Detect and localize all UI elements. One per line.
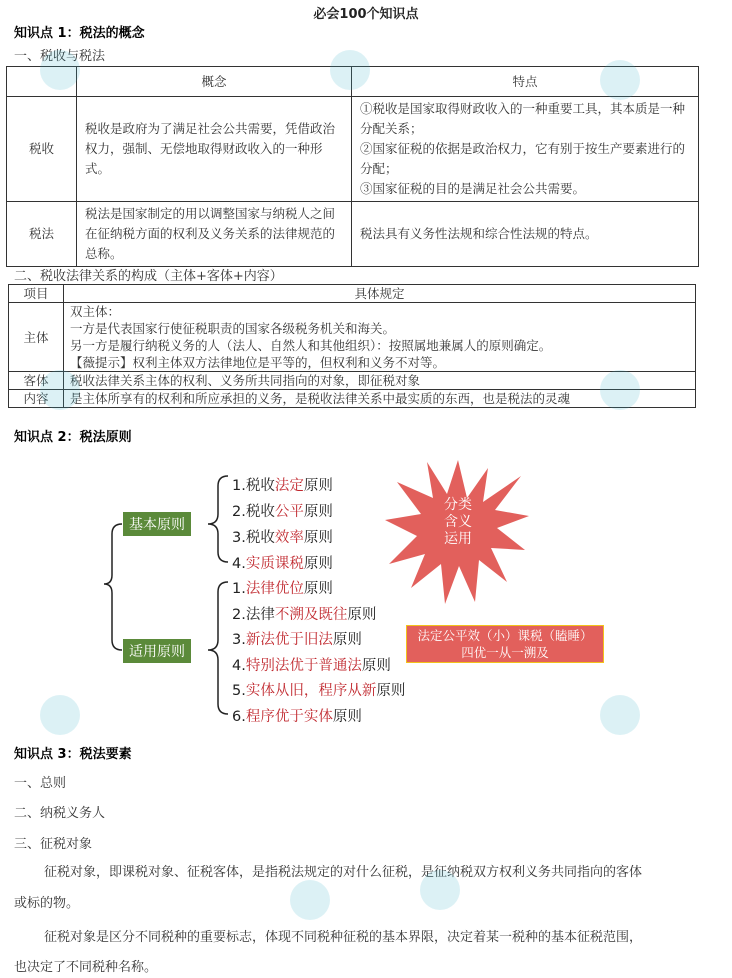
applied-item: 1.法律优位原则 [232,581,333,597]
row-label: 税法 [7,202,77,267]
detail-line: 【薇提示】权利主体双方法律地位是平等的，但权利和义务不对等。 [70,355,446,370]
details-cell: 税收法律关系主体的权利、义务所共同指向的对象，即征税对象 [64,372,696,390]
table-header-details: 具体规定 [64,285,696,303]
mnemonic-box: 法定公平效（小）课税（瞌睡） 四优一从一溯及 [406,625,604,663]
concept-cell: 税法是国家制定的用以调整国家与纳税人之间在征纳税方面的权利及义务关系的法律规范的总称。 [77,202,352,267]
node-applied-principles: 适用原则 [123,639,191,663]
kp1-heading: 知识点 1：税法的概念 [14,26,145,41]
basic-item: 3.税收效率原则 [232,530,333,546]
table-row [9,372,696,390]
features-cell [352,97,699,202]
table-header-concept: 概念 [77,67,352,97]
basic-item: 2.税收公平原则 [232,504,333,520]
applied-item: 4.特别法优于普通法原则 [232,658,391,674]
applied-item: 5.实体从旧，程序从新原则 [232,683,406,699]
document-title: 必会100个知识点 [313,7,419,22]
paragraph-line: 也决定了不同税种名称。 [14,960,158,975]
watermark-logo-icon [290,880,330,920]
feature-line: ①税收是国家取得财政收入的一种重要工具，其本质是一种分配关系； [360,101,686,136]
tax-concept-table [6,66,699,267]
table-row [9,303,696,372]
features-cell: 税法具有义务性法规和综合性法规的特点。 [352,202,699,267]
node-basic-principles: 基本原则 [123,512,191,536]
table-row [7,97,699,202]
paragraph-line: 征税对象，即课税对象、征税客体，是指税法规定的对什么征税，是征纳税双方权利义务共同指向的客体 [44,865,643,880]
row-label: 主体 [9,303,64,372]
paragraph-line: 或标的物。 [14,896,80,911]
table-row [7,202,699,267]
kp1-sub1: 一、税收与税法 [14,49,106,64]
detail-line: 一方是代表国家行使征税职责的国家各级税务机关和海关。 [70,321,396,336]
details-cell [64,303,696,372]
table-header-empty [7,67,77,97]
kp3-item: 二、纳税义务人 [14,806,106,821]
feature-line: ②国家征税的依据是政治权力，它有别于按生产要素进行的分配； [360,141,686,176]
applied-item: 6.程序优于实体原则 [232,709,362,725]
kp1-sub2: 二、税收法律关系的构成（主体+客体+内容） [14,269,283,284]
concept-cell: 税收是政府为了满足社会公共需要，凭借政治权力，强制、无偿地取得财政收入的一种形式。 [77,97,352,202]
kp3-item: 三、征税对象 [14,837,93,852]
row-label: 税收 [7,97,77,202]
kp2-heading: 知识点 2：税法原则 [14,430,132,445]
detail-line: 双主体： [70,304,121,319]
watermark-logo-icon [600,695,640,735]
basic-item: 1.税收法定原则 [232,478,333,494]
table-header-item: 项目 [9,285,64,303]
basic-item: 4.实质课税原则 [232,556,333,572]
applied-item: 2.法律不溯及既往原则 [232,607,377,623]
feature-line: ③国家征税的目的是满足社会公共需要。 [360,181,586,196]
kp3-heading: 知识点 3：税法要素 [14,747,132,762]
tax-relation-table [8,284,696,408]
table-header-features: 特点 [352,67,699,97]
detail-line: 另一方是履行纳税义务的人（法人、自然人和其他组织）：按照属地兼属人的原则确定。 [70,338,552,353]
kp3-item: 一、总则 [14,776,67,791]
applied-item: 3.新法优于旧法原则 [232,632,362,648]
row-label: 内容 [9,390,64,408]
details-cell: 是主体所享有的权利和所应承担的义务，是税收法律关系中最实质的东西，也是税法的灵魂 [64,390,696,408]
paragraph-line: 征税对象是区分不同税种的重要标志，体现不同税种征税的基本界限，决定着某一税种的基本征税范围， [44,930,643,945]
starburst-text: 分类 含义 运用 [444,497,472,547]
table-row [9,390,696,408]
row-label: 客体 [9,372,64,390]
